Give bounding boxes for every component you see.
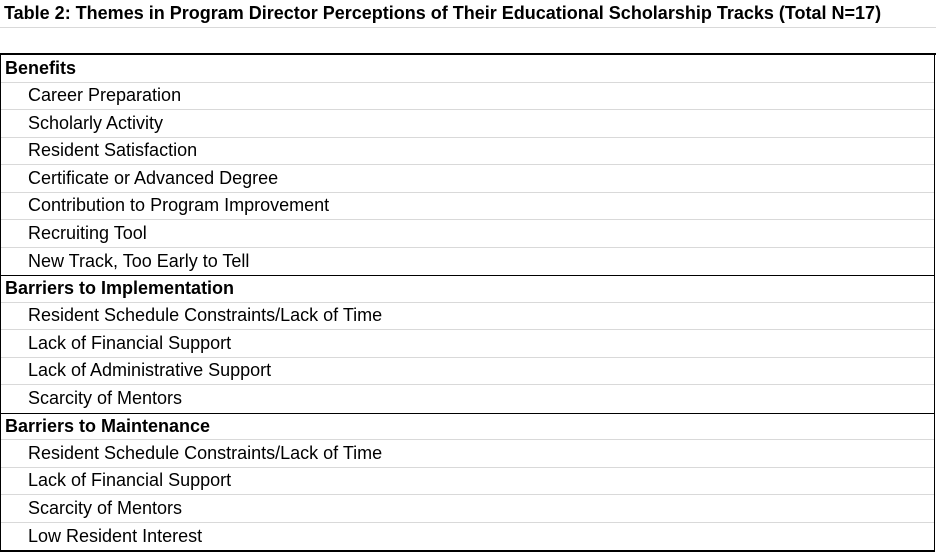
table-row: Scarcity of Mentors	[28, 388, 183, 409]
table-row: Lack of Administrative Support	[1, 358, 934, 386]
table-row: Resident Schedule Constraints/Lack of Time	[1, 440, 934, 468]
section-heading-barriers-implementation: Barriers to Implementation	[1, 275, 934, 303]
table-row: Resident Schedule Constraints/Lack of Time	[1, 303, 934, 331]
blank-row	[0, 28, 936, 56]
table-row: Scarcity of Mentors	[1, 495, 934, 523]
table-row: Lack of Financial Support	[1, 330, 934, 358]
table-row: Certificate or Advanced Degree	[1, 165, 934, 193]
table-row: Resident Satisfaction	[1, 138, 934, 166]
section-heading-benefits: Benefits	[1, 55, 934, 83]
table-row: Low Resident Interest	[28, 525, 203, 546]
table-row: Contribution to Program Improvement	[1, 193, 934, 221]
table-row: Lack of Financial Support	[1, 468, 934, 496]
section-heading-barriers-maintenance: Barriers to Maintenance	[1, 413, 934, 441]
table-row: Career Preparation	[1, 83, 934, 111]
table-row: Recruiting Tool	[1, 220, 934, 248]
table-row: Scholarly Activity	[1, 110, 934, 138]
themes-table	[0, 55, 935, 552]
table-title: Table 2: Themes in Program Director Perceptions of Their Educational Scholarship Tracks (Total N=17)	[0, 0, 936, 28]
table-row: New Track, Too Early to Tell	[28, 250, 250, 271]
